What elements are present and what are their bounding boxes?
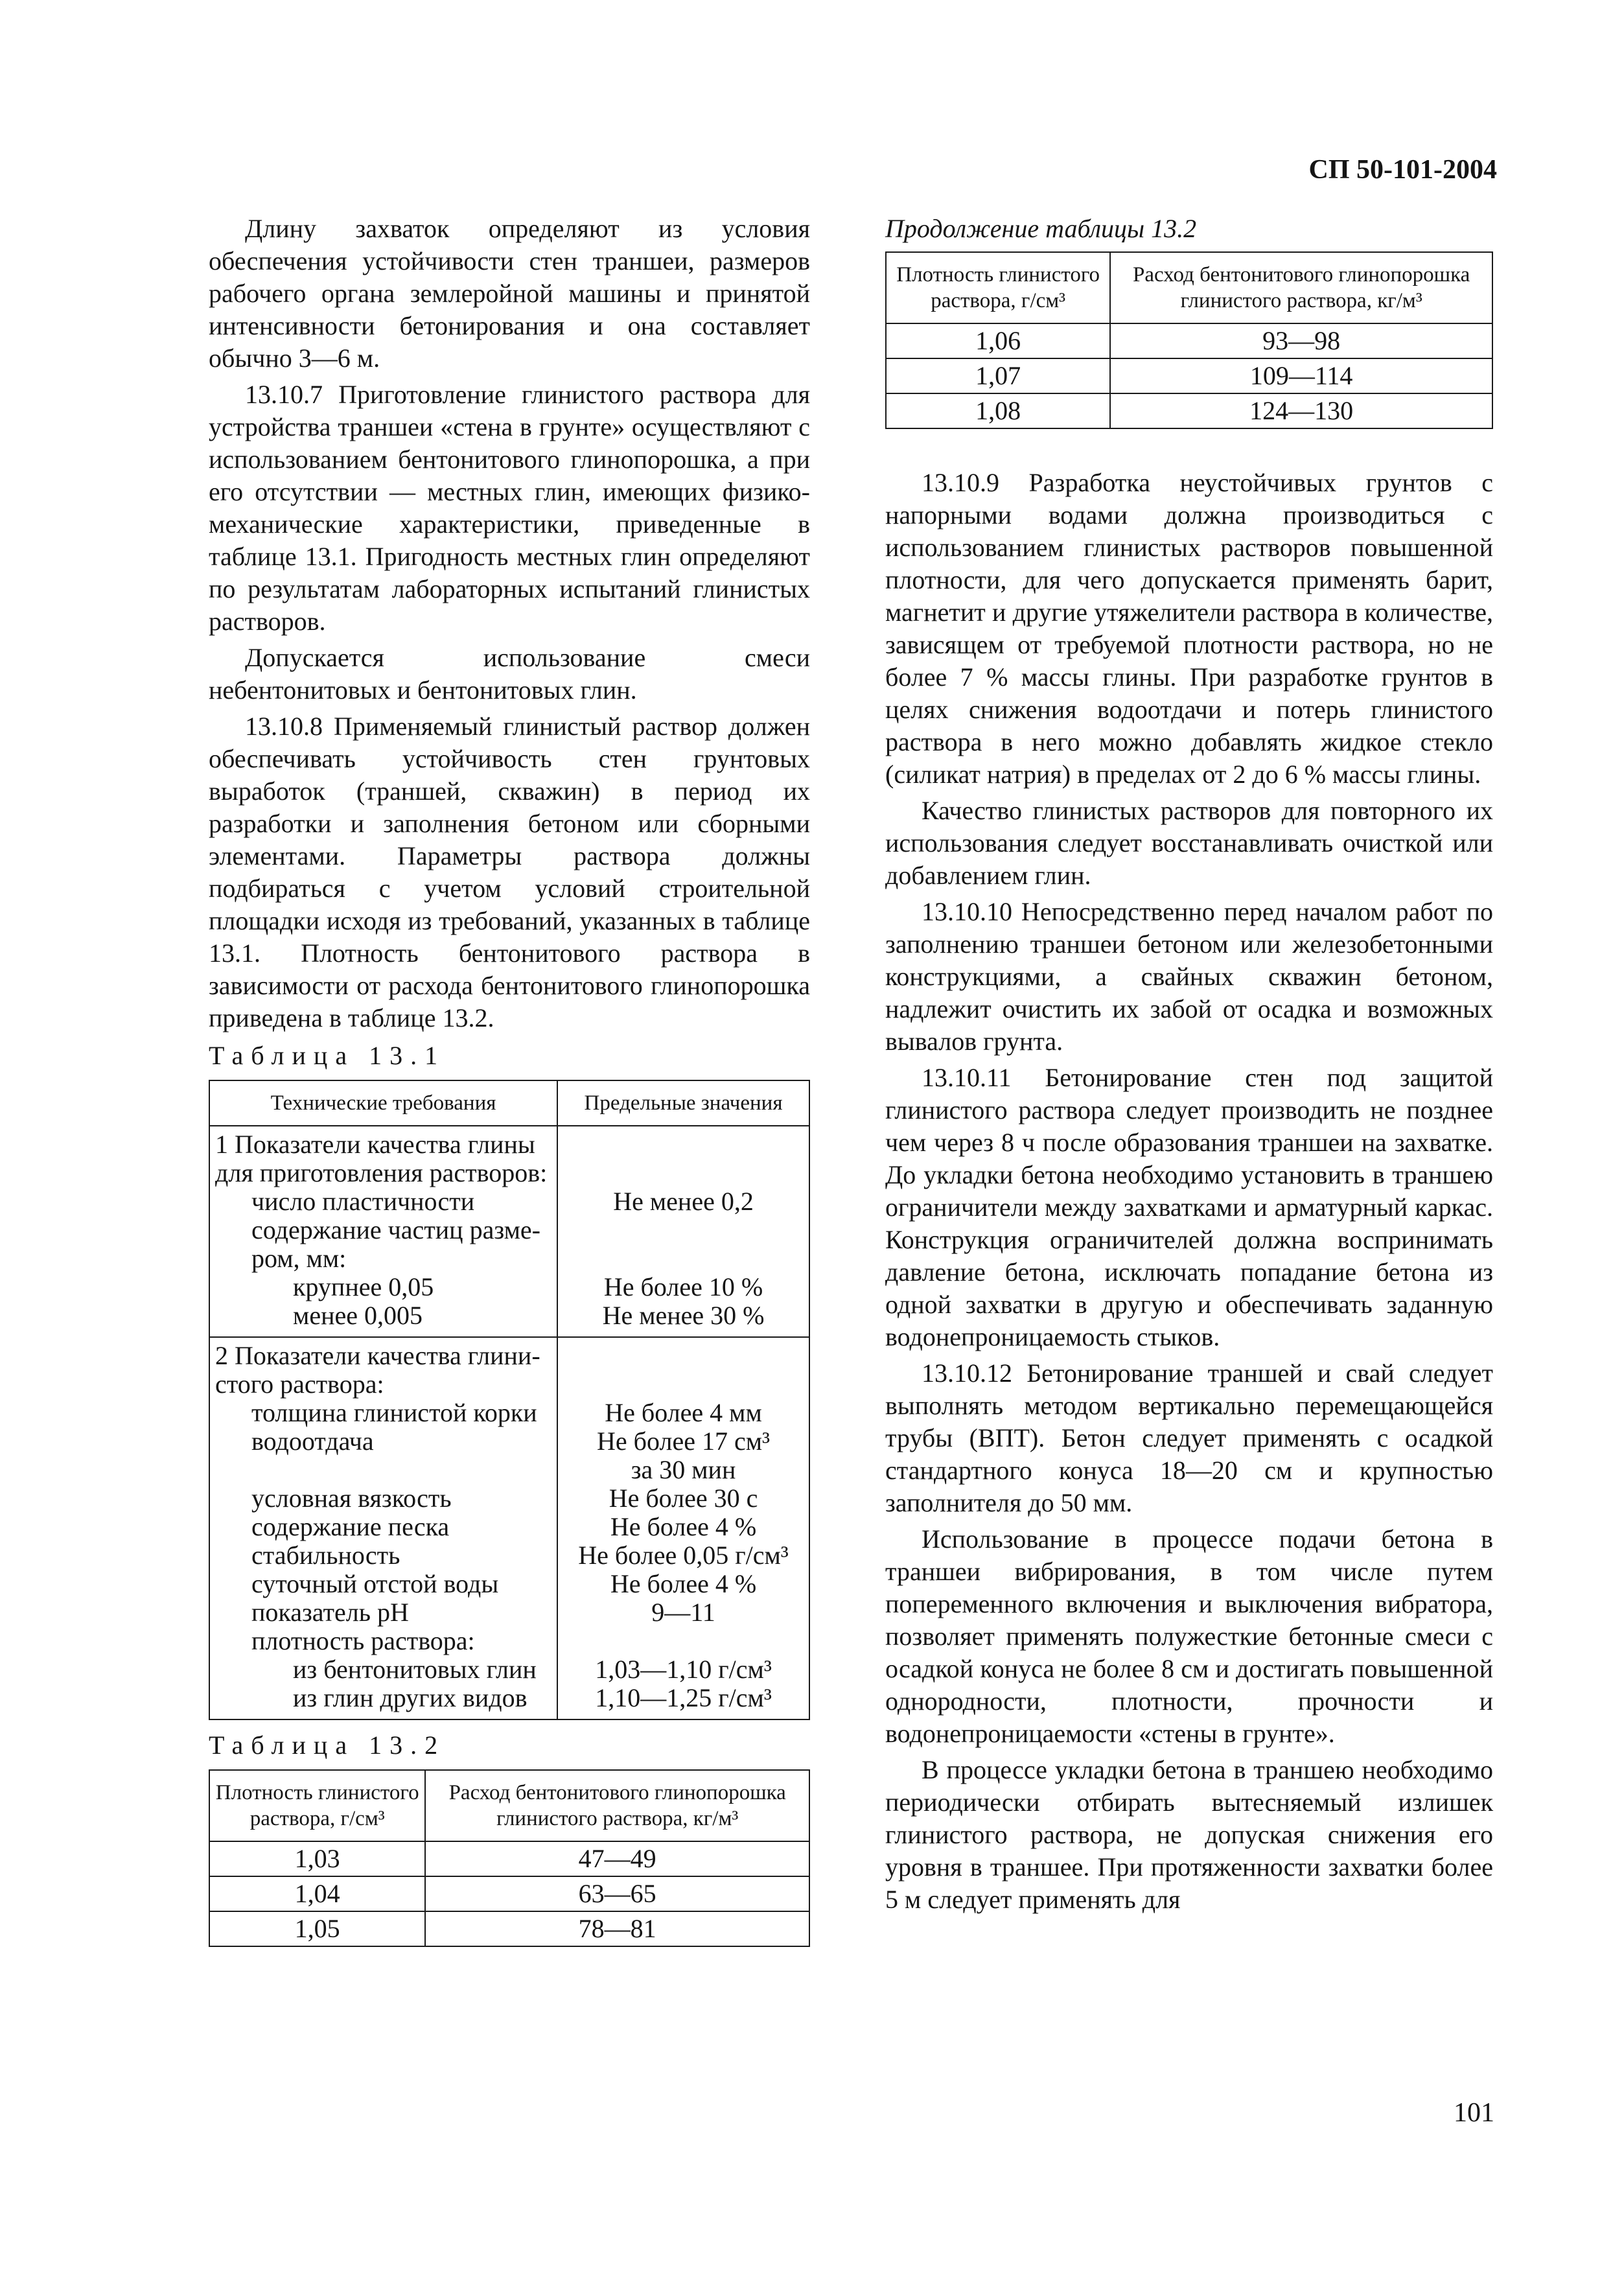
table-continuation-caption: Продолжение таблицы 13.2 xyxy=(885,214,1197,243)
requirement-label: ром, мм: xyxy=(251,1244,347,1273)
requirement-label: водоотдача xyxy=(251,1427,374,1456)
limit-value: Не менее 30 % xyxy=(602,1301,765,1330)
table-row xyxy=(209,1841,809,1876)
column-header-consumption: Расход бентонитового глинопорошка глинистого раствора, кг/м³ xyxy=(425,1770,809,1841)
consumption-cell: 78—81 xyxy=(425,1911,809,1946)
paragraph: Качество глинистых растворов для повторного их использования следует восстанавливать очисткой или добавлением глин. xyxy=(885,796,1493,890)
requirement-label: стабильность xyxy=(251,1541,400,1570)
requirement-label: содержание песка xyxy=(251,1512,450,1541)
group-title-cont: стого раствора: xyxy=(215,1369,384,1399)
limit-value: Не более 4 мм xyxy=(605,1398,762,1427)
table-row xyxy=(886,323,1492,358)
paragraph: Использование в процессе подачи бетона в траншеи вибрирования, в том числе путем попеременного включения и выключения вибратора, позволяет применять полужесткие бетонные смеси с осадкой конуса не более 8 см и достигать повышенной однородности, плотности, прочности и водонепроницаемости «стены в грунте». xyxy=(885,1524,1493,1748)
table-row xyxy=(209,1911,809,1946)
requirement-label: суточный отстой воды xyxy=(251,1569,499,1598)
requirement-label: толщина глинистой корки xyxy=(251,1398,537,1427)
column-header-limits: Предельные значения xyxy=(557,1080,809,1126)
limit-value: 1,03—1,10 г/см³ xyxy=(595,1655,772,1684)
requirement-label: крупнее 0,05 xyxy=(293,1272,434,1301)
column-header-requirements: Технические требования xyxy=(209,1080,557,1126)
page-number: 101 xyxy=(1454,2098,1494,2128)
density-cell: 1,06 xyxy=(886,323,1110,358)
paragraph-13-10-12: 13.10.12 Бетонирование траншей и свай следует выполнять методом вертикально перемещающейся трубы (ВПТ). Бетон следует применять с осадкой стандартного конуса 18—20 см и крупностью заполнителя до 50 мм. xyxy=(885,1358,1493,1517)
table-row-mud-quality xyxy=(209,1337,809,1719)
requirement-label: содержание частиц разме- xyxy=(251,1215,540,1244)
requirement-label: плотность раствора: xyxy=(251,1626,475,1655)
limit-value: Не более 10 % xyxy=(603,1272,763,1301)
table-13-2 xyxy=(209,1769,810,1947)
paragraph-13-10-9: 13.10.9 Разработка неустойчивых грунтов с напорными водами должна производиться с использованием глинистых растворов повышенной плотности, для чего допускается применять барит, магнетит и другие утяжелители раствора в количестве, зависящем от требуемой плотности раствора, но не более 7 % массы глины. При разработке грунтов в целях снижения водоотдачи и потерь глинистого раствора в него можно добавлять жидкое стекло (силикат натрия) в пределах от 2 до 6 % массы глины. xyxy=(885,468,1493,789)
paragraph: Допускается использование смеси небентонитовых и бентонитовых глин. xyxy=(209,643,810,705)
requirement-label: условная вязкость xyxy=(251,1484,452,1513)
left-column xyxy=(209,213,810,1947)
limit-value: Не более 4 % xyxy=(610,1512,757,1541)
density-cell: 1,04 xyxy=(209,1876,425,1911)
table-row-clay-quality xyxy=(209,1126,809,1337)
density-cell: 1,03 xyxy=(209,1841,425,1876)
table-13-2-caption: Таблица 13.2 xyxy=(209,1730,446,1760)
table-13-1-caption: Таблица 13.1 xyxy=(209,1041,446,1070)
density-cell: 1,07 xyxy=(886,358,1110,393)
table-row xyxy=(886,393,1492,428)
group-title-cont: для приготовления растворов: xyxy=(215,1158,548,1187)
paragraph-13-10-11: 13.10.11 Бетонирование стен под защитой глинистого раствора следует производить не позднее чем через 8 ч после образования траншеи на захватке. До укладки бетона необходимо установить в траншею ограничители между захватками и арматурный каркас. Конструкция ограничителей должна воспринимать давление бетона, исключать попадание бетона из одной захватки в другую и обеспечивать заданную водонепроницаемость стыков. xyxy=(885,1063,1493,1351)
table-header-row xyxy=(886,252,1492,323)
table-header-row xyxy=(209,1770,809,1841)
group-title: 2 Показатели качества глини- xyxy=(215,1341,540,1370)
limit-value: Не более 30 с xyxy=(609,1484,758,1513)
paragraph: В процессе укладки бетона в траншею необходимо периодически отбирать вытесняемый излишек глинистого раствора, не допуская снижения его уровня в траншее. При протяженности захватки более 5 м следует применять для xyxy=(885,1755,1493,1914)
table-13-1 xyxy=(209,1080,810,1720)
limit-value: 1,10—1,25 г/см³ xyxy=(595,1683,772,1712)
consumption-cell: 93—98 xyxy=(1110,323,1492,358)
requirement-label: менее 0,005 xyxy=(293,1301,423,1330)
requirement-label: число пластичности xyxy=(251,1187,475,1216)
values-cell xyxy=(557,1126,809,1337)
requirement-label: из бентонитовых глин xyxy=(293,1655,537,1684)
table-13-2-continuation xyxy=(885,251,1493,429)
limit-value: Не более 17 см³ xyxy=(597,1427,771,1456)
limit-value: Не более 4 % xyxy=(610,1569,757,1598)
requirement-label: показатель pH xyxy=(251,1598,409,1627)
right-column xyxy=(885,213,1493,1916)
column-header-density: Плотность глинистого раствора, г/см³ xyxy=(886,252,1110,323)
column-header-density: Плотность глинистого раствора, г/см³ xyxy=(209,1770,425,1841)
consumption-cell: 109—114 xyxy=(1110,358,1492,393)
limit-value: за 30 мин xyxy=(631,1455,736,1484)
limit-value: 9—11 xyxy=(651,1598,715,1627)
consumption-cell: 63—65 xyxy=(425,1876,809,1911)
paragraph-13-10-7: 13.10.7 Приготовление глинистого раствора для устройства траншеи «стена в грунте» осуществляют с использованием бентонитового глинопорошка, а при его отсутствии — местных глин, имеющих физико-механические характеристики, приведенные в таблице 13.1. Пригодность местных глин определяют по результатам лабораторных испытаний глинистых растворов. xyxy=(209,380,810,636)
limit-value: Не более 0,05 г/см³ xyxy=(578,1541,789,1570)
group-title: 1 Показатели качества глины xyxy=(215,1130,535,1159)
paragraph-13-10-8: 13.10.8 Применяемый глинистый раствор должен обеспечивать устойчивость стен грунтовых выработок (траншей, скважин) в период их разработки и заполнения бетоном или сборными элементами. Параметры раствора должны подбираться с учетом условий строительной площадки исходя из требований, указанных в таблице 13.1. Плотность бентонитового раствора в зависимости от расхода бентонитового глинопорошка приведена в таблице 13.2. xyxy=(209,712,810,1032)
paragraph-13-10-10: 13.10.10 Непосредственно перед началом работ по заполнению траншеи бетоном или железобетонными конструкциями, а свайных скважин бетоном, надлежит очистить их забой от осадка и возможных вывалов грунта. xyxy=(885,897,1493,1056)
density-cell: 1,05 xyxy=(209,1911,425,1946)
values-cell xyxy=(557,1337,809,1719)
table-header-row xyxy=(209,1080,809,1126)
column-header-consumption: Расход бентонитового глинопорошка глинистого раствора, кг/м³ xyxy=(1110,252,1492,323)
requirements-cell xyxy=(209,1337,557,1719)
table-row xyxy=(886,358,1492,393)
density-cell: 1,08 xyxy=(886,393,1110,428)
table-row xyxy=(209,1876,809,1911)
requirement-label: из глин других видов xyxy=(293,1683,528,1712)
consumption-cell: 124—130 xyxy=(1110,393,1492,428)
consumption-cell: 47—49 xyxy=(425,1841,809,1876)
document-code: СП 50-101-2004 xyxy=(1308,155,1497,185)
requirements-cell xyxy=(209,1126,557,1337)
limit-value: Не менее 0,2 xyxy=(613,1187,754,1216)
paragraph: Длину захваток определяют из условия обеспечения устойчивости стен траншеи, размеров рабочего органа землеройной машины и принятой интенсивности бетонирования и она составляет обычно 3—6 м. xyxy=(209,214,810,373)
